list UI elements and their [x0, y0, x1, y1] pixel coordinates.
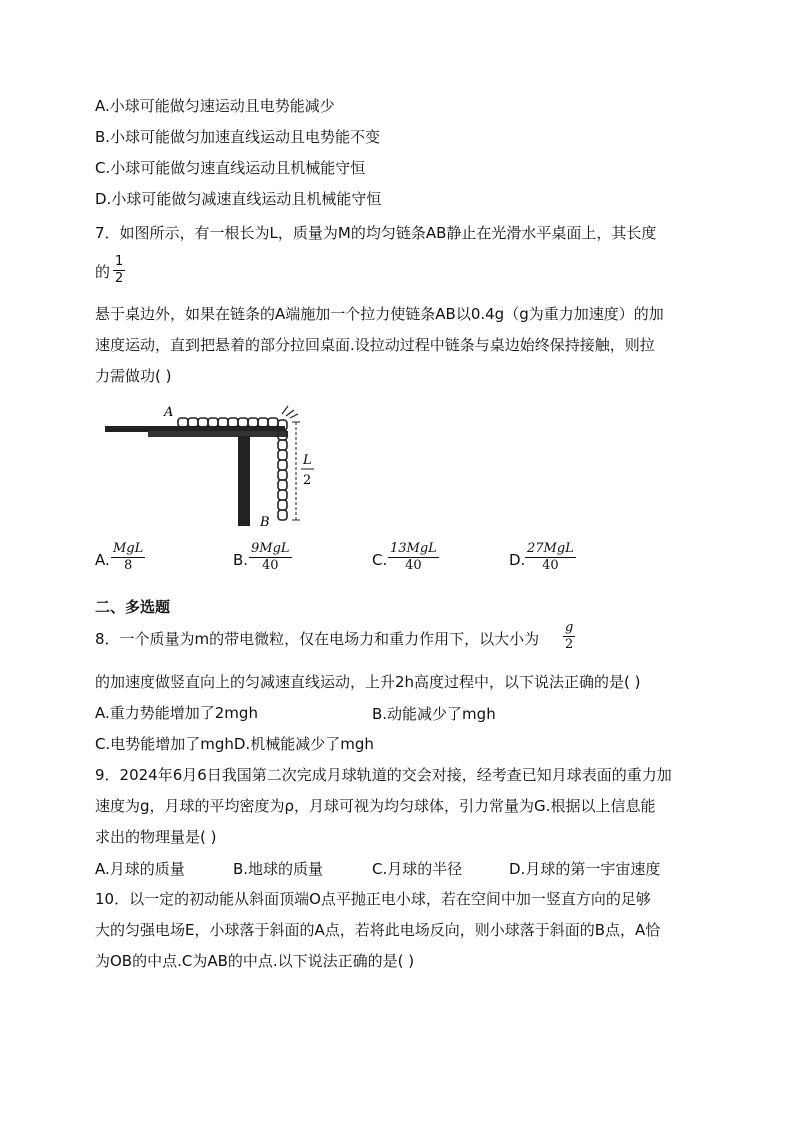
q7-option-b-letter: B. [233, 551, 249, 569]
q9-stem-line3: 求出的物理量是( ) [95, 828, 217, 846]
q8-option-c-d: C.电势能增加了mghD.机械能减少了mgh [95, 735, 374, 753]
q9-option-c: C.月球的半径 [372, 860, 463, 878]
q7-stem-line4: 速度运动，直到把悬着的部分拉回桌面.设拉动过程中链条与桌边始终保持接触，则拉 [95, 336, 655, 354]
chain-horizontal [178, 418, 278, 427]
q8-stem-line1: 8．一个质量为m的带电微粒，仅在电场力和重力作用下，以大小为 [95, 630, 540, 648]
q8-option-b: B.动能减少了mgh [372, 705, 496, 723]
label-a: A [164, 405, 174, 420]
q6-option-c: C.小球可能做匀速直线运动且机械能守恒 [95, 159, 366, 177]
q8-option-a: A.重力势能增加了2mgh [95, 704, 258, 722]
q9-stem-line1: 9．2024年6月6日我国第二次完成月球轨道的交会对接，经考查已知月球表面的重力加 [95, 766, 672, 784]
table-leg [238, 436, 250, 526]
q9-option-d: D.月球的第一宇宙速度 [509, 860, 661, 878]
q7-option-a-letter: A. [95, 551, 110, 569]
q7-stem-line2-prefix: 的 [95, 263, 111, 281]
q8-stem-fraction: g 2 [565, 620, 574, 652]
q7-stem-fraction: 1 2 [115, 254, 124, 286]
q7-stem-line3: 悬于桌边外，如果在链条的A端施加一个拉力使链条AB以0.4g（g为重力加速度）的加 [95, 305, 664, 323]
label-length-num: L [303, 453, 312, 468]
q7-option-c-fraction: 13MgL 40 [390, 541, 437, 573]
q8-stem-line2: 的加速度做竖直向上的匀减速直线运动，上升2h高度过程中，以下说法正确的是( ) [95, 673, 641, 691]
chain-table-figure [100, 396, 340, 536]
corner-hatch [282, 406, 298, 418]
table-edge [148, 431, 288, 437]
q9-stem-line2: 速度为g，月球的平均密度为ρ，月球可视为均匀球体，引力常量为G.根据以上信息能 [95, 797, 656, 815]
label-b: B [260, 515, 270, 530]
q7-option-d-fraction: 27MgL 40 [527, 541, 574, 573]
q6-option-d: D.小球可能做匀减速直线运动且机械能守恒 [95, 190, 382, 208]
q7-stem-line5: 力需做功( ) [95, 367, 172, 385]
section-heading: 二、多选题 [95, 598, 171, 616]
q10-stem-line3: 为OB的中点.C为AB的中点.以下说法正确的是( ) [95, 952, 415, 970]
q9-option-a: A.月球的质量 [95, 860, 185, 878]
q10-stem-line2: 大的匀强电场E，小球落于斜面的A点，若将此电场反向，则小球落于斜面的B点，A恰 [95, 921, 661, 939]
q10-stem-line1: 10．以一定的初动能从斜面顶端O点平抛正电小球，若在空间中加一竖直方向的足够 [95, 890, 651, 908]
q9-option-b: B.地球的质量 [233, 860, 324, 878]
q7-stem-line1: 7．如图所示，有一根长为L，质量为M的均匀链条AB静止在光滑水平桌面上，其长度 [95, 224, 657, 242]
q6-option-b: B.小球可能做匀加速直线运动且电势能不变 [95, 128, 381, 146]
q7-option-d-letter: D. [509, 551, 526, 569]
q7-option-b-fraction: 9MgL 40 [251, 541, 290, 573]
q6-option-a: A.小球可能做匀速运动且电势能减少 [95, 97, 335, 115]
label-length-den: 2 [303, 473, 312, 488]
q7-option-a-fraction: MgL 8 [113, 541, 144, 573]
q7-option-c-letter: C. [372, 551, 388, 569]
